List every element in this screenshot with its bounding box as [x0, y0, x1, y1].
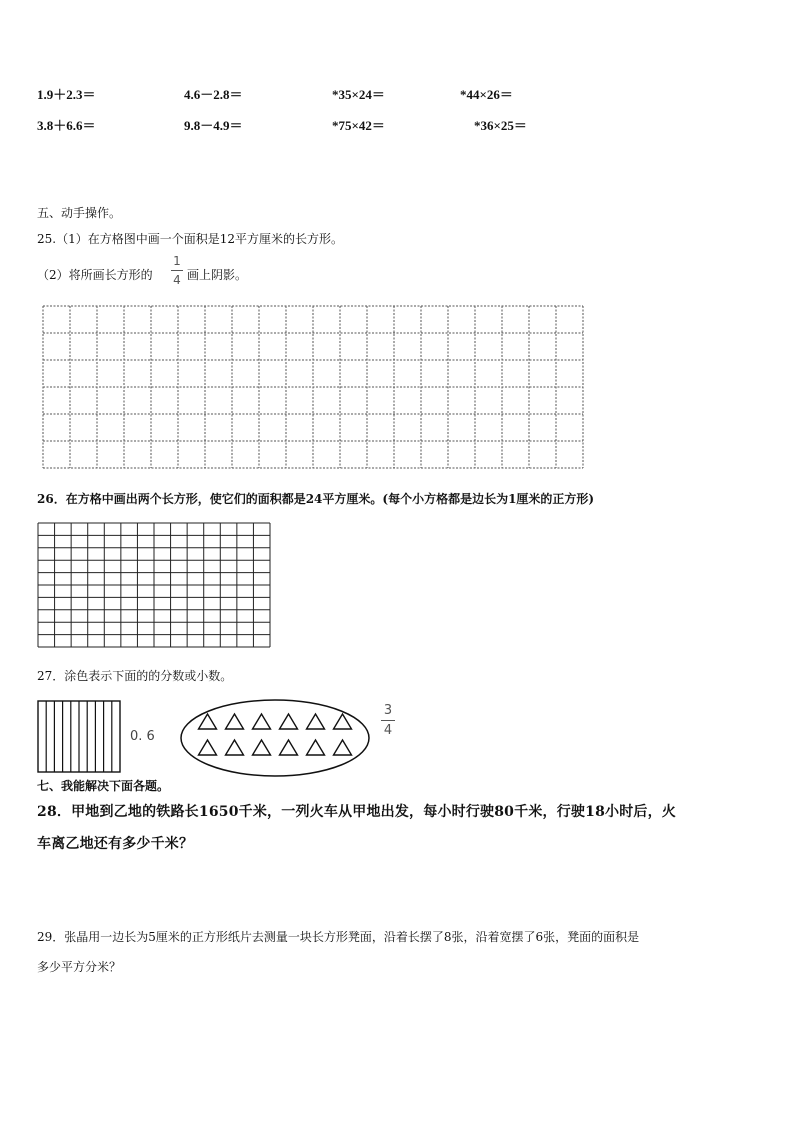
triangle: [280, 714, 298, 729]
q25-part1: 25.（1）在方格图中画一个面积是12平方厘米的长方形。: [37, 232, 343, 246]
q27-fraction-denominator: 4: [383, 723, 393, 738]
triangle: [199, 740, 217, 755]
q25-part2-suffix: 画上阴影。: [187, 268, 248, 282]
q28-line2: 车离乙地还有多少千米？: [37, 836, 194, 852]
triangle: [253, 740, 271, 755]
q25-fraction: [171, 254, 183, 287]
triangle: [334, 714, 352, 729]
q25-part2-prefix: （2）将所画长方形的: [37, 268, 153, 282]
q25-fraction-denominator: 4: [173, 273, 181, 287]
calc-2-3: *75×42＝: [332, 118, 385, 133]
triangle: [280, 740, 298, 755]
q25-square-grid[interactable]: [42, 305, 584, 469]
q26-text: 26．在方格中画出两个长方形，使它们的面积都是24平方厘米。(每个小方格都是边长为1厘米的正方形): [37, 492, 595, 506]
calc-2-2: 9.8－4.9＝: [184, 118, 243, 133]
triangle: [334, 740, 352, 755]
calc-1-4: *44×26＝: [460, 87, 513, 102]
q27-fraction-numerator: 3: [383, 703, 393, 718]
q29-line2: 多少平方分米？: [37, 960, 122, 974]
triangle: [307, 714, 325, 729]
q25-fraction-numerator: 1: [173, 254, 181, 268]
q28-line1: 28．甲地到乙地的铁路长1650千米，一列火车从甲地出发，每小时行驶80千米，行驶18小时后，火: [37, 804, 677, 820]
calc-1-2: 4.6－2.8＝: [184, 87, 243, 102]
section-5-heading: 五、动手操作。: [37, 206, 122, 220]
calc-1-3: *35×24＝: [332, 87, 385, 102]
triangle: [226, 740, 244, 755]
calc-2-1: 3.8＋6.6＝: [37, 118, 96, 133]
q27-strip-rectangle[interactable]: [37, 700, 121, 773]
section-7-heading: 七、我能解决下面各题。: [37, 779, 170, 793]
triangle: [199, 714, 217, 729]
q27-triangle-oval[interactable]: [179, 698, 371, 778]
q29-line1: 29．张晶用一边长为5厘米的正方形纸片去测量一块长方形凳面，沿着长摆了8张，沿着宽摆了6张，凳面的面积是: [37, 930, 640, 944]
q27-fraction: [381, 703, 395, 738]
triangle: [226, 714, 244, 729]
triangle: [307, 740, 325, 755]
calc-2-4: *36×25＝: [474, 118, 527, 133]
q26-square-grid[interactable]: [37, 522, 271, 648]
oval-outline: [181, 700, 369, 776]
calc-1-1: 1.9＋2.3＝: [37, 87, 96, 102]
q27-text: 27．涂色表示下面的的分数或小数。: [37, 669, 233, 683]
triangle: [253, 714, 271, 729]
q27-decimal-label: 0. 6: [130, 729, 155, 744]
